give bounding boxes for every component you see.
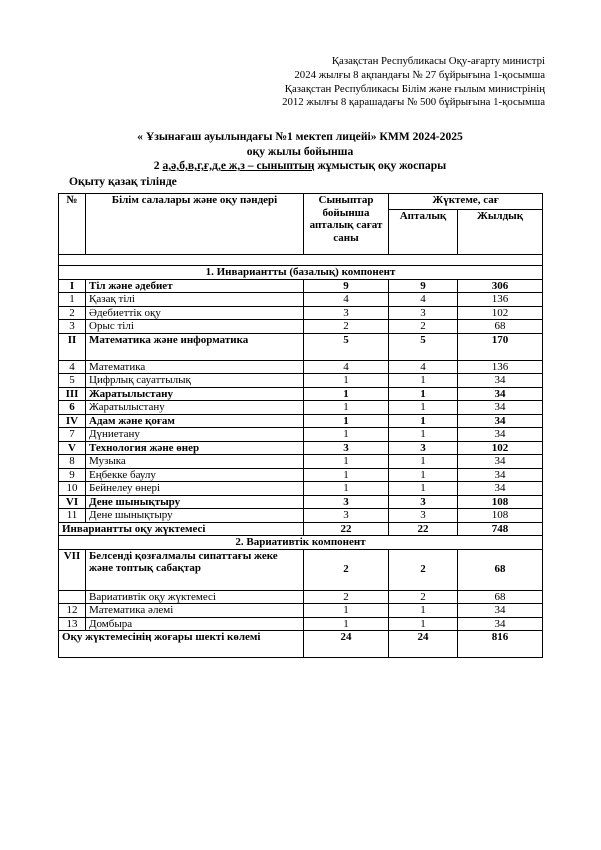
subject-name: Қазақ тілі <box>86 293 304 307</box>
yearly-hours: 34 <box>458 374 543 388</box>
row-number: 11 <box>59 509 86 523</box>
weekly-hours: 2 <box>389 590 458 604</box>
title-line <box>60 159 540 174</box>
total-label: Инвариантты оқу жүктемесі <box>59 522 304 536</box>
language-note: Оқыту қазақ тілінде <box>69 175 177 188</box>
class-hours: 1 <box>304 617 389 631</box>
table-row <box>59 360 543 374</box>
class-hours: 4 <box>304 293 389 307</box>
class-hours: 3 <box>304 306 389 320</box>
title-suffix: жұмыстық оқу жоспары <box>314 159 447 172</box>
weekly-hours: 1 <box>389 414 458 428</box>
table-row <box>59 549 543 590</box>
subject-name: Математика <box>86 360 304 374</box>
header-line: Қазақстан Республикасы Білім және ғылым министрінің <box>284 82 545 95</box>
table-row <box>59 441 543 455</box>
table-row <box>59 387 543 401</box>
yearly-hours: 34 <box>458 428 543 442</box>
class-hours: 1 <box>304 414 389 428</box>
row-number: 8 <box>59 455 86 469</box>
yearly-hours: 68 <box>458 590 543 604</box>
header-no: № <box>59 194 86 255</box>
row-number: 1 <box>59 293 86 307</box>
weekly-hours: 1 <box>389 468 458 482</box>
row-number: 6 <box>59 401 86 415</box>
subject-name: Бейнелеу өнері <box>86 482 304 496</box>
weekly-hours: 2 <box>389 320 458 334</box>
title-line: « Ұзынағаш ауылындағы №1 мектеп лицейі» КММ 2024-2025 <box>137 130 463 143</box>
yearly-hours: 68 <box>458 320 543 334</box>
weekly-hours: 3 <box>389 509 458 523</box>
yearly-hours: 108 <box>458 509 543 523</box>
table-row <box>59 320 543 334</box>
subject-name: Жаратылыстану <box>86 387 304 401</box>
weekly-hours: 9 <box>389 279 458 293</box>
weekly-hours: 1 <box>389 617 458 631</box>
table-row <box>59 333 543 360</box>
table-row <box>59 495 543 509</box>
row-number: 10 <box>59 482 86 496</box>
subject-name: Адам және қоғам <box>86 414 304 428</box>
header-weekly-class-hours: Сыныптар бойынша апталық сағат саны <box>304 194 389 255</box>
table-row <box>59 279 543 293</box>
document-title <box>60 130 540 174</box>
yearly-hours: 136 <box>458 293 543 307</box>
subject-name: Математика әлемі <box>86 604 304 618</box>
weekly-hours: 3 <box>389 495 458 509</box>
table-row <box>59 306 543 320</box>
title-prefix: 2 <box>153 159 163 172</box>
total-yearly-hours: 816 <box>458 631 543 658</box>
yearly-hours: 108 <box>458 495 543 509</box>
class-hours: 1 <box>304 604 389 618</box>
total-row <box>59 631 543 658</box>
row-number: IV <box>59 414 86 428</box>
yearly-hours: 34 <box>458 468 543 482</box>
table-row <box>59 590 543 604</box>
header-line: 2024 жылғы 8 ақпандағы № 27 бұйрығына 1-қосымша <box>294 68 545 81</box>
yearly-hours: 102 <box>458 306 543 320</box>
table-row <box>59 455 543 469</box>
table-row <box>59 509 543 523</box>
weekly-hours: 3 <box>389 306 458 320</box>
row-number: V <box>59 441 86 455</box>
yearly-hours: 34 <box>458 482 543 496</box>
yearly-hours: 34 <box>458 604 543 618</box>
order-header <box>200 55 545 110</box>
class-hours: 1 <box>304 401 389 415</box>
yearly-hours: 34 <box>458 617 543 631</box>
title-classes: а,ә,б,в,г,ғ,д,е ж,з – сыныптың <box>162 159 315 172</box>
weekly-hours: 1 <box>389 604 458 618</box>
subject-name: Дүниетану <box>86 428 304 442</box>
class-hours: 3 <box>304 509 389 523</box>
table-row <box>59 374 543 388</box>
row-number: 5 <box>59 374 86 388</box>
header-line: 2012 жылғы 8 қарашадағы № 500 бұйрығына 1-қосымша <box>282 96 545 109</box>
header-line: Қазақстан Республикасы Оқу-ағарту министрі <box>331 55 545 67</box>
row-number: VI <box>59 495 86 509</box>
subject-name: Еңбекке баулу <box>86 468 304 482</box>
table-row <box>59 617 543 631</box>
subject-name: Дене шынықтыру <box>86 495 304 509</box>
subject-name: Технология және өнер <box>86 441 304 455</box>
spacer-row <box>59 255 543 266</box>
row-number: 13 <box>59 617 86 631</box>
subject-name: Белсенді қозғалмалы сипаттағы жеке және топтық сабақтар <box>86 549 304 590</box>
subject-name: Математика және информатика <box>86 333 304 360</box>
class-hours: 4 <box>304 360 389 374</box>
class-hours: 1 <box>304 374 389 388</box>
total-weekly-hours: 22 <box>389 522 458 536</box>
row-number: 4 <box>59 360 86 374</box>
class-hours: 1 <box>304 428 389 442</box>
table-row <box>59 468 543 482</box>
row-number: VII <box>59 549 86 590</box>
table-row <box>59 401 543 415</box>
subject-name: Цифрлық сауаттылық <box>86 374 304 388</box>
class-hours: 3 <box>304 495 389 509</box>
weekly-hours: 1 <box>389 482 458 496</box>
weekly-hours: 4 <box>389 360 458 374</box>
curriculum-table <box>58 193 543 658</box>
total-label: Оқу жүктемесінің жоғары шекті көлемі <box>59 631 304 658</box>
header-yearly: Жылдық <box>458 210 543 255</box>
class-hours: 1 <box>304 455 389 469</box>
yearly-hours: 34 <box>458 401 543 415</box>
yearly-hours: 68 <box>458 549 543 590</box>
class-hours: 5 <box>304 333 389 360</box>
row-number: I <box>59 279 86 293</box>
total-class-hours: 24 <box>304 631 389 658</box>
header-weekly: Апталық <box>389 210 458 255</box>
section-row <box>59 536 543 550</box>
subject-name: Домбыра <box>86 617 304 631</box>
class-hours: 3 <box>304 441 389 455</box>
class-hours: 9 <box>304 279 389 293</box>
class-hours: 2 <box>304 590 389 604</box>
row-number: 3 <box>59 320 86 334</box>
table-row <box>59 293 543 307</box>
subject-name: Жаратылыстану <box>86 401 304 415</box>
section-row <box>59 266 543 280</box>
yearly-hours: 102 <box>458 441 543 455</box>
table-row <box>59 604 543 618</box>
weekly-hours: 1 <box>389 428 458 442</box>
weekly-hours: 1 <box>389 387 458 401</box>
row-number: 7 <box>59 428 86 442</box>
subject-name: Музыка <box>86 455 304 469</box>
subject-name: Орыс тілі <box>86 320 304 334</box>
table-row <box>59 414 543 428</box>
yearly-hours: 34 <box>458 455 543 469</box>
total-yearly-hours: 748 <box>458 522 543 536</box>
yearly-hours: 136 <box>458 360 543 374</box>
subject-name: Тіл және әдебиет <box>86 279 304 293</box>
weekly-hours: 4 <box>389 293 458 307</box>
subject-name: Вариативтік оқу жүктемесі <box>86 590 304 604</box>
yearly-hours: 306 <box>458 279 543 293</box>
row-number <box>59 590 86 604</box>
weekly-hours: 1 <box>389 401 458 415</box>
class-hours: 2 <box>304 549 389 590</box>
class-hours: 1 <box>304 468 389 482</box>
total-class-hours: 22 <box>304 522 389 536</box>
row-number: 9 <box>59 468 86 482</box>
yearly-hours: 34 <box>458 387 543 401</box>
header-load: Жүктеме, сағ <box>389 194 543 210</box>
row-number: III <box>59 387 86 401</box>
row-number: 12 <box>59 604 86 618</box>
header-subject: Білім салалары және оқу пәндері <box>86 194 304 255</box>
subject-name: Дене шынықтыру <box>86 509 304 523</box>
weekly-hours: 2 <box>389 549 458 590</box>
weekly-hours: 5 <box>389 333 458 360</box>
yearly-hours: 170 <box>458 333 543 360</box>
total-weekly-hours: 24 <box>389 631 458 658</box>
table-row <box>59 428 543 442</box>
class-hours: 1 <box>304 387 389 401</box>
weekly-hours: 1 <box>389 455 458 469</box>
row-number: II <box>59 333 86 360</box>
weekly-hours: 1 <box>389 374 458 388</box>
yearly-hours: 34 <box>458 414 543 428</box>
subject-name: Әдебиеттік оқу <box>86 306 304 320</box>
section-title: 1. Инвариантты (базалық) компонент <box>59 266 543 280</box>
title-line: оқу жылы бойынша <box>246 144 354 158</box>
weekly-hours: 3 <box>389 441 458 455</box>
table-row <box>59 482 543 496</box>
class-hours: 2 <box>304 320 389 334</box>
class-hours: 1 <box>304 482 389 496</box>
row-number: 2 <box>59 306 86 320</box>
section-title: 2. Вариативтік компонент <box>59 536 543 550</box>
total-row <box>59 522 543 536</box>
